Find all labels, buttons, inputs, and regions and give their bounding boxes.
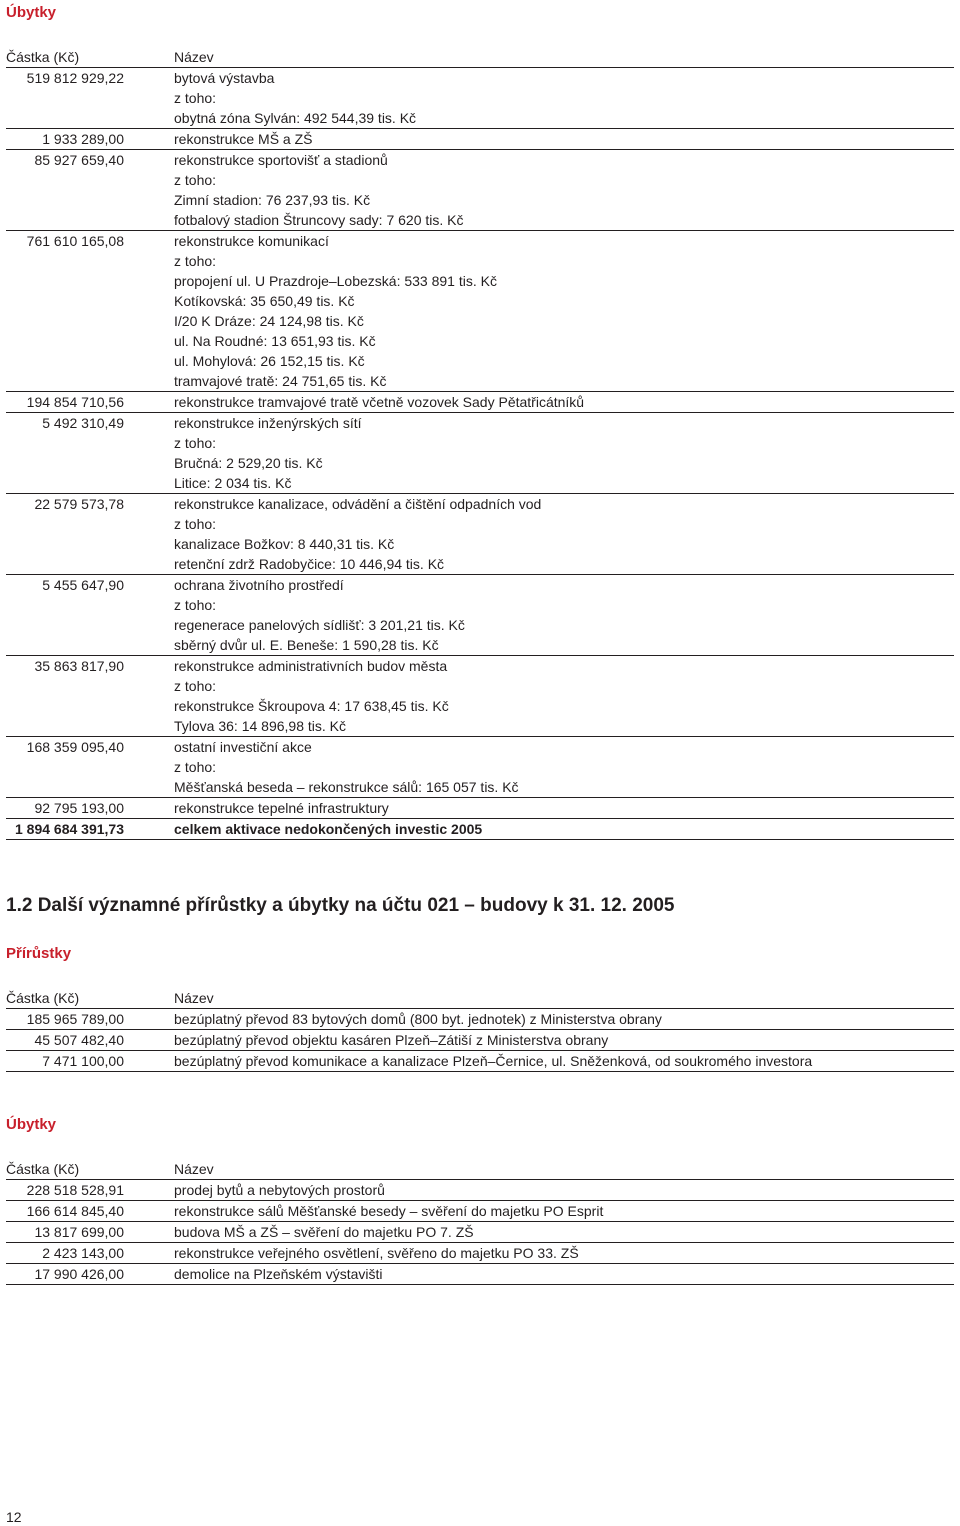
name-cell: Tylova 36: 14 896,98 tis. Kč: [174, 716, 954, 737]
column-gap: [124, 676, 174, 696]
column-gap: [124, 311, 174, 331]
table-row: [6, 311, 954, 331]
column-gap: [124, 798, 174, 819]
name-cell: rekonstrukce kanalizace, odvádění a čištění odpadních vod: [174, 496, 542, 512]
column-gap: [124, 777, 174, 798]
name-cell: rekonstrukce veřejného osvětlení, svěřeno do majetku PO 33. ZŠ: [174, 1243, 954, 1264]
name-cell: bezúplatný převod 83 bytových domů (800 byt. jednotek) z Ministerstva obrany: [174, 1009, 954, 1030]
name-cell: rekonstrukce tramvajové tratě včetně vozovek Sady Pětatřicátníků: [174, 392, 954, 413]
name-cell: rekonstrukce inženýrských sítí: [174, 415, 362, 431]
section-heading-ubytky-2: Úbytky: [6, 1116, 57, 1133]
table-row: [6, 737, 954, 758]
table-row: [6, 1180, 954, 1201]
name-cell: regenerace panelových sídlišť: 3 201,21 tis. Kč: [174, 617, 465, 633]
table-row: [6, 716, 954, 737]
column-gap: [124, 210, 174, 231]
column-gap: [124, 1159, 174, 1180]
total-name-cell: celkem aktivace nedokončených investic 2005: [174, 819, 954, 840]
table-row: [6, 534, 954, 554]
name-cell: Kotíkovská: 35 650,49 tis. Kč: [174, 293, 355, 309]
section-heading-prirustky: Přírůstky: [6, 945, 72, 962]
name-cell: rekonstrukce tepelné infrastruktury: [174, 798, 954, 819]
column-gap: [124, 494, 174, 515]
name-cell: demolice na Plzeňském výstavišti: [174, 1264, 954, 1285]
amount-cell: 168 359 095,40: [26, 739, 124, 755]
name-cell: propojení ul. U Prazdroje–Lobezská: 533 891 tis. Kč: [174, 273, 497, 289]
column-gap: [124, 453, 174, 473]
column-gap: [124, 1180, 174, 1201]
amount-cell: [6, 190, 124, 210]
column-gap: [124, 575, 174, 596]
column-gap: [124, 1051, 174, 1072]
amount-cell: [6, 371, 124, 392]
name-cell: z toho:: [174, 172, 217, 188]
amount-cell: [6, 433, 124, 453]
amount-cell: 519 812 929,22: [26, 70, 124, 86]
amount-cell: [6, 676, 124, 696]
amount-cell: [6, 595, 124, 615]
column-gap: [124, 615, 174, 635]
table-row: [6, 656, 954, 677]
column-gap: [124, 595, 174, 615]
amount-cell: [6, 757, 124, 777]
amount-cell: 166 614 845,40: [6, 1201, 124, 1222]
amount-cell: [6, 514, 124, 534]
page-number: 12: [6, 1509, 22, 1525]
amount-cell: [6, 615, 124, 635]
amount-cell: 5 492 310,49: [42, 415, 124, 431]
table-row: [6, 1009, 954, 1030]
column-gap: [124, 534, 174, 554]
column-gap: [124, 291, 174, 311]
column-gap: [124, 473, 174, 494]
name-cell: rekonstrukce MŠ a ZŠ: [174, 129, 954, 150]
name-cell: ul. Na Roudné: 13 651,93 tis. Kč: [174, 333, 376, 349]
amount-cell: [6, 696, 124, 716]
prirustky-table: [6, 988, 954, 1072]
table-row: [6, 473, 954, 494]
table-row: [6, 231, 954, 252]
amount-cell: [6, 534, 124, 554]
table-row: [6, 1243, 954, 1264]
name-cell: bezúplatný převod objektu kasáren Plzeň–Zátiší z Ministerstva obrany: [174, 1030, 954, 1051]
amount-cell: 1 933 289,00: [6, 129, 124, 150]
name-cell: z toho:: [174, 759, 217, 775]
amount-cell: 85 927 659,40: [34, 152, 124, 168]
name-cell: retenční zdrž Radobyčice: 10 446,94 tis. Kč: [174, 554, 954, 575]
table-row: [6, 575, 954, 596]
table-row: [6, 595, 954, 615]
table-row: [6, 696, 954, 716]
amount-cell: [6, 88, 124, 108]
amount-cell: [6, 170, 124, 190]
ubytky-table: [6, 47, 954, 840]
amount-cell: [6, 331, 124, 351]
amount-cell: [6, 210, 124, 231]
table-row: [6, 392, 954, 413]
name-cell: ostatní investiční akce: [174, 739, 312, 755]
amount-cell: 761 610 165,08: [26, 233, 124, 249]
name-cell: I/20 K Dráze: 24 124,98 tis. Kč: [174, 313, 364, 329]
name-cell: z toho:: [174, 253, 217, 269]
amount-cell: 228 518 528,91: [6, 1180, 124, 1201]
name-cell: budova MŠ a ZŠ – svěření do majetku PO 7. ZŠ: [174, 1222, 954, 1243]
table-row: [6, 1051, 954, 1072]
amount-cell: [6, 351, 124, 371]
table-row: [6, 554, 954, 575]
column-header-name: Název: [174, 47, 954, 68]
column-gap: [124, 1264, 174, 1285]
table-row: [6, 676, 954, 696]
name-cell: Litice: 2 034 tis. Kč: [174, 473, 954, 494]
column-gap: [124, 1030, 174, 1051]
column-gap: [124, 108, 174, 129]
column-gap: [124, 190, 174, 210]
name-cell: z toho:: [174, 435, 217, 451]
amount-cell: [6, 291, 124, 311]
amount-cell: [6, 311, 124, 331]
column-gap: [124, 514, 174, 534]
name-cell: rekonstrukce sálů Měšťanské besedy – svěření do majetku PO Esprit: [174, 1201, 954, 1222]
column-gap: [124, 371, 174, 392]
amount-cell: 17 990 426,00: [6, 1264, 124, 1285]
amount-cell: 35 863 817,90: [34, 658, 124, 674]
column-gap: [124, 656, 174, 677]
name-cell: bezúplatný převod komunikace a kanalizace Plzeň–Černice, ul. Sněženková, od soukromého investora: [174, 1051, 954, 1072]
table-row: [6, 291, 954, 311]
table-row: [6, 514, 954, 534]
name-cell: prodej bytů a nebytových prostorů: [174, 1180, 954, 1201]
name-cell: z toho:: [174, 516, 217, 532]
table-row: [6, 453, 954, 473]
name-cell: rekonstrukce komunikací: [174, 233, 329, 249]
table-row: [6, 798, 954, 819]
table-row: [6, 351, 954, 371]
name-cell: rekonstrukce Škroupova 4: 17 638,45 tis. Kč: [174, 698, 449, 714]
table-row: [6, 170, 954, 190]
table-header-row: [6, 1159, 954, 1180]
column-gap: [124, 351, 174, 371]
amount-cell: 194 854 710,56: [6, 392, 124, 413]
name-cell: sběrný dvůr ul. E. Beneše: 1 590,28 tis. Kč: [174, 635, 954, 656]
column-gap: [124, 251, 174, 271]
amount-cell: 5 455 647,90: [42, 577, 124, 593]
amount-cell: 92 795 193,00: [6, 798, 124, 819]
table-row: [6, 635, 954, 656]
column-header-name: Název: [174, 1159, 954, 1180]
name-cell: Měšťanská beseda – rekonstrukce sálů: 165 057 tis. Kč: [174, 777, 954, 798]
amount-cell: 22 579 573,78: [34, 496, 124, 512]
table-header-row: [6, 47, 954, 68]
table-row: [6, 150, 954, 171]
name-cell: rekonstrukce administrativních budov města: [174, 658, 448, 674]
column-gap: [124, 413, 174, 434]
table-row: [6, 1201, 954, 1222]
name-cell: z toho:: [174, 597, 217, 613]
table-row: [6, 413, 954, 434]
table-row: [6, 88, 954, 108]
total-amount-cell: 1 894 684 391,73: [6, 819, 124, 840]
column-header-amount: Částka (Kč): [6, 1159, 124, 1180]
column-gap: [124, 150, 174, 171]
column-gap: [124, 988, 174, 1009]
section-subtitle: 1.2 Další významné přírůstky a úbytky na účtu 021 – budovy k 31. 12. 2005: [6, 895, 675, 916]
table-row: [6, 615, 954, 635]
table-row: [6, 757, 954, 777]
name-cell: z toho:: [174, 678, 217, 694]
amount-cell: 7 471 100,00: [6, 1051, 124, 1072]
column-gap: [124, 129, 174, 150]
table-row: [6, 494, 954, 515]
column-gap: [124, 554, 174, 575]
column-gap: [124, 68, 174, 89]
table-row: [6, 271, 954, 291]
column-gap: [124, 231, 174, 252]
column-gap: [124, 433, 174, 453]
table-row: [6, 1222, 954, 1243]
table-header-row: [6, 988, 954, 1009]
table-row: [6, 777, 954, 798]
table-row: [6, 371, 954, 392]
name-cell: Bručná: 2 529,20 tis. Kč: [174, 455, 323, 471]
table-row: [6, 1264, 954, 1285]
table-row: [6, 190, 954, 210]
name-cell: fotbalový stadion Štruncovy sady: 7 620 tis. Kč: [174, 210, 954, 231]
column-header-amount: Částka (Kč): [6, 988, 124, 1009]
table-row: [6, 210, 954, 231]
column-gap: [124, 757, 174, 777]
amount-cell: 185 965 789,00: [6, 1009, 124, 1030]
table-row: [6, 129, 954, 150]
name-cell: Zimní stadion: 76 237,93 tis. Kč: [174, 192, 371, 208]
table-row: [6, 433, 954, 453]
amount-cell: [6, 271, 124, 291]
amount-cell: [6, 777, 124, 798]
total-row: [6, 819, 954, 840]
name-cell: z toho:: [174, 90, 217, 106]
column-gap: [124, 1222, 174, 1243]
name-cell: ul. Mohylová: 26 152,15 tis. Kč: [174, 353, 365, 369]
amount-cell: [6, 251, 124, 271]
column-gap: [124, 47, 174, 68]
name-cell: ochrana životního prostředí: [174, 577, 344, 593]
amount-cell: 2 423 143,00: [6, 1243, 124, 1264]
name-cell: bytová výstavba: [174, 70, 275, 86]
column-gap: [124, 696, 174, 716]
table-row: [6, 331, 954, 351]
name-cell: tramvajové tratě: 24 751,65 tis. Kč: [174, 371, 954, 392]
name-cell: kanalizace Božkov: 8 440,31 tis. Kč: [174, 536, 395, 552]
column-gap: [124, 1243, 174, 1264]
column-gap: [124, 635, 174, 656]
table-row: [6, 1030, 954, 1051]
amount-cell: [6, 108, 124, 129]
table-row: [6, 108, 954, 129]
name-cell: rekonstrukce sportovišť a stadionů: [174, 152, 388, 168]
column-header-name: Název: [174, 988, 954, 1009]
column-gap: [124, 392, 174, 413]
ubytky-2-table: [6, 1159, 954, 1285]
amount-cell: [6, 635, 124, 656]
section-heading-ubytky: Úbytky: [6, 4, 57, 21]
name-cell: obytná zóna Sylván: 492 544,39 tis. Kč: [174, 108, 954, 129]
column-gap: [124, 737, 174, 758]
column-gap: [124, 1201, 174, 1222]
column-header-amount: Částka (Kč): [6, 47, 124, 68]
amount-cell: 13 817 699,00: [6, 1222, 124, 1243]
column-gap: [124, 331, 174, 351]
amount-cell: [6, 716, 124, 737]
amount-cell: 45 507 482,40: [6, 1030, 124, 1051]
column-gap: [124, 88, 174, 108]
column-gap: [124, 716, 174, 737]
amount-cell: [6, 453, 124, 473]
amount-cell: [6, 473, 124, 494]
amount-cell: [6, 554, 124, 575]
column-gap: [124, 271, 174, 291]
column-gap: [124, 1009, 174, 1030]
column-gap: [124, 819, 174, 840]
column-gap: [124, 170, 174, 190]
table-row: [6, 68, 954, 89]
table-row: [6, 251, 954, 271]
